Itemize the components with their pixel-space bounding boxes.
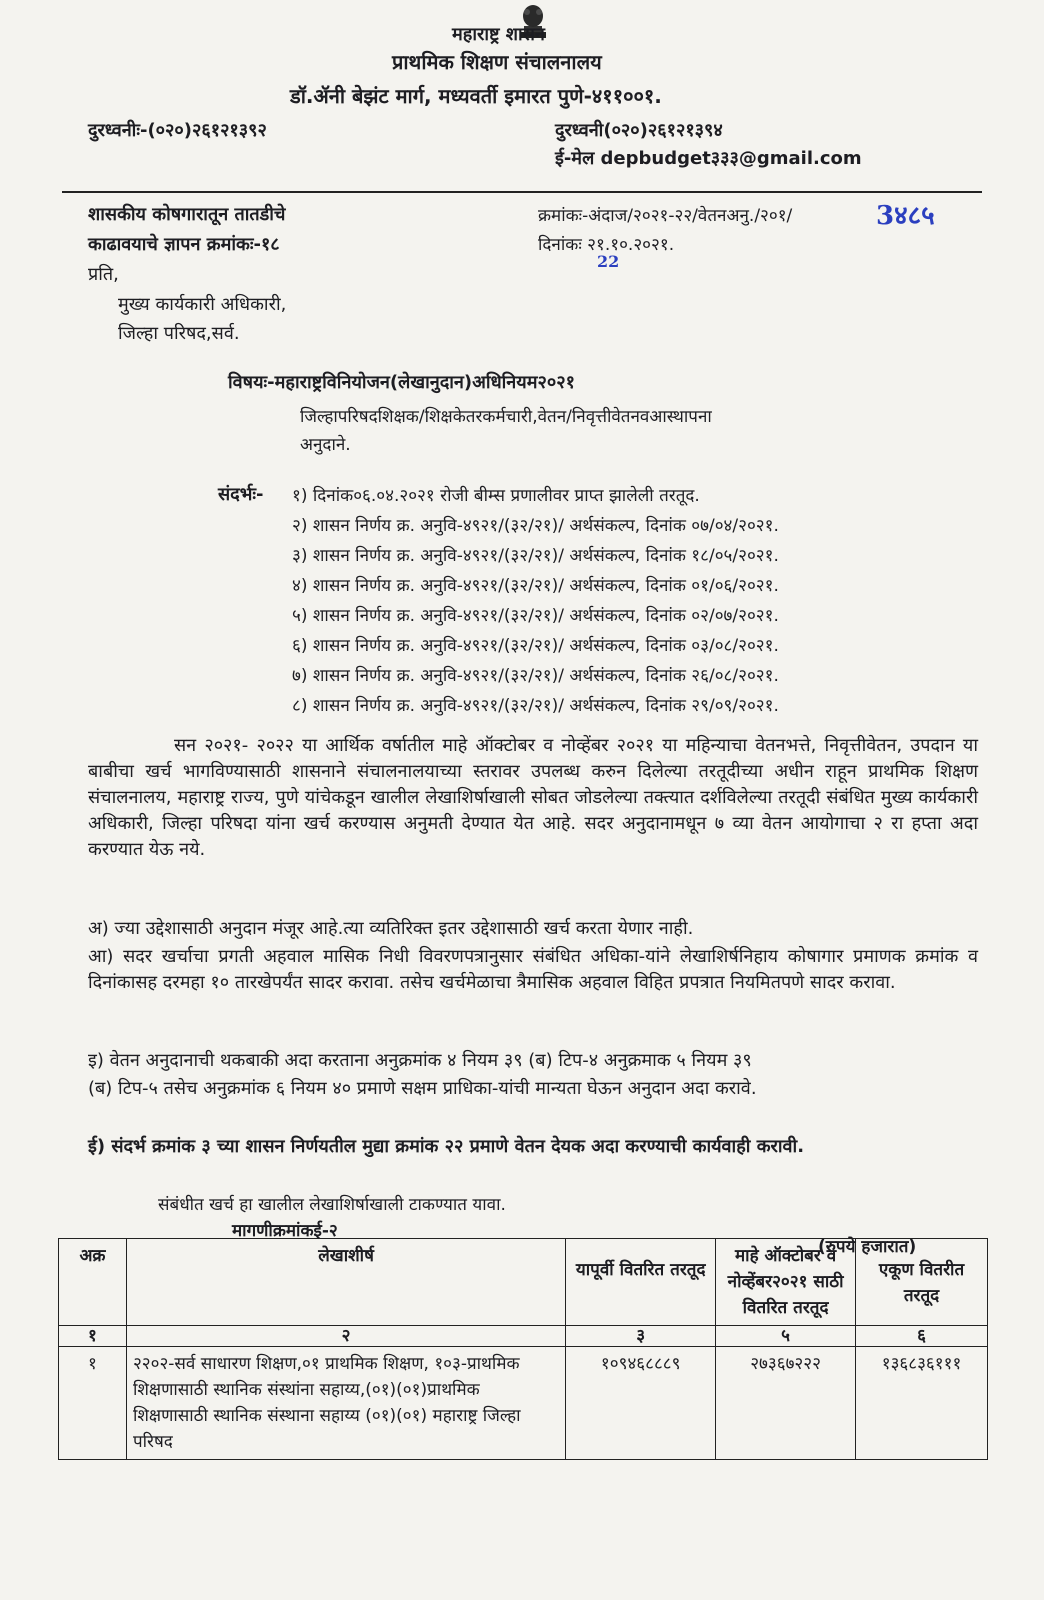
condition-i: इ) वेतन अनुदानाची थकबाकी अदा करताना अनुक्रमांक ४ नियम ३९ (ब) टिप-४ अनुक्रमाक ५ नियम ३९ bbox=[88, 1050, 752, 1071]
phone-right: दुरध्वनी(०२०)२६१२१३९४ bbox=[555, 120, 723, 141]
memo-line1: शासकीय कोषगारातून तातडीचे bbox=[88, 204, 286, 225]
recipient-prati: प्रति, bbox=[88, 264, 119, 285]
table-header-row bbox=[59, 1239, 988, 1326]
condition-aa: आ) सदर खर्चाचा प्रगती अहवाल मासिक निधी विवरणपत्रानुसार संबंधित अधिका-यांने लेखाशिर्षनिहाय कोषागार प्रमाणक क्रमांक व दिनांकासह दरमहा १० तारखेपर्यंत सादर करावा. तसेच खर्चमेळाचा त्रैमासिक अहवाल विहित प्रपत्रात नियमितपणे सादर करावा. bbox=[88, 946, 978, 993]
row-total: १३६८३६१११ bbox=[856, 1347, 988, 1460]
references-label: संदर्भः- bbox=[218, 484, 264, 505]
reference-item: ७) शासन निर्णय क्र. अनुवि-४९२१/(३२/२१)/ अर्थसंकल्प, दिनांक २६/०८/२०२१. bbox=[292, 666, 779, 686]
email-link[interactable]: ई-मेल depbudget३३३@gmail.com bbox=[555, 148, 862, 169]
colnum: ५ bbox=[716, 1326, 856, 1347]
header-total: एकूण वितरीत तरतूद bbox=[856, 1239, 988, 1326]
letter-date: दिनांकः २१.१०.२०२१. bbox=[538, 235, 675, 255]
colnum: ३ bbox=[566, 1326, 716, 1347]
colnum: १ bbox=[59, 1326, 127, 1347]
header-divider bbox=[62, 191, 982, 193]
condition-ii: ई) संदर्भ क्रमांक ३ च्या शासन निर्णयतील मुद्या क्रमांक २२ प्रमाणे वेतन देयक अदा करण्याची कार्यवाही करावी. bbox=[88, 1136, 805, 1157]
reference-handwritten: 3४८५ bbox=[876, 201, 935, 231]
subject-line2: जिल्हापरिषदशिक्षक/शिक्षकेतरकर्मचारी,वेतन/निवृत्तीवेतनवआस्थापना bbox=[300, 407, 712, 427]
header-current: माहे ऑक्टोबर व नोव्हेंबर२०२१ साठी वितरित तरतूद bbox=[716, 1239, 856, 1326]
gov-title: महाराष्ट्र शासन bbox=[452, 24, 545, 45]
recipient-line2: जिल्हा परिषद,सर्व. bbox=[118, 323, 240, 344]
body-paragraph: सन २०२१- २०२२ या आर्थिक वर्षातील माहे ऑक्टोबर व नोव्हेंबर २०२१ या महिन्याचा वेतनभत्ते, निवृत्तीवेतन, उपदान या बाबीचा खर्च भागविण्यासाठी शासनाने संचालनालयाच्या स्तरावर उपलब्ध करुन दिलेल्या तरतूदीच्या अधीन राहून प्राथमिक शिक्षण संचालनालय, महाराष्ट्र राज्य, पुणे यांचेकडून खालील लेखाशिर्षाखाली सोबत जोडलेल्या तक्त्यात दर्शविलेल्या तरतूदी संबंधित मुख्य कार्यकारी अधिकारी, जिल्हा परिषदा यांना खर्च करण्यास अनुमती देण्यात येत आहे. सदर अनुदानामधून ७ व्या वेतन आयोगाचा २ रा हप्ता अदा करण्यात येऊ नये. bbox=[88, 735, 978, 860]
office-address: डॉ.ॲनी बेझंट मार्ग, मध्यवर्ती इमारत पुणे-४११००१. bbox=[290, 84, 662, 108]
reference-item: ८) शासन निर्णय क्र. अनुवि-४९२१/(३२/२१)/ अर्थसंकल्प, दिनांक २९/०९/२०२१. bbox=[292, 696, 779, 716]
table-row bbox=[59, 1347, 988, 1460]
subject-line3: अनुदाने. bbox=[300, 435, 351, 455]
header-sr: अक्र bbox=[59, 1239, 127, 1326]
header-previous: यापूर्वी वितरित तरतूद bbox=[566, 1239, 716, 1326]
demand-number: मागणीक्रमांकई-२ bbox=[232, 1221, 338, 1241]
closing-line: संबंधीत खर्च हा खालील लेखाशिर्षाखाली टाकण्यात यावा. bbox=[158, 1195, 506, 1215]
reference-item: ४) शासन निर्णय क्र. अनुवि-४९२१/(३२/२१)/ अर्थसंकल्प, दिनांक ०१/०६/२०२१. bbox=[292, 576, 779, 596]
reference-item: ५) शासन निर्णय क्र. अनुवि-४९२१/(३२/२१)/ अर्थसंकल्प, दिनांक ०२/०७/२०२१. bbox=[292, 606, 779, 626]
reference-number: क्रमांकः-अंदाज/२०२१-२२/वेतनअनु./२०१/ bbox=[538, 206, 793, 226]
row-account-head: २२०२-सर्व साधारण शिक्षण,०१ प्राथमिक शिक्षण, १०३-प्राथमिक शिक्षणासाठी स्थानिक संस्थांना सहाय्य,(०१)(०१)प्राथमिक शिक्षणासाठी स्थानिक संस्थाना सहाय्य (०१)(०१) महाराष्ट्र जिल्हा परिषद bbox=[126, 1347, 565, 1460]
row-sr: १ bbox=[59, 1347, 127, 1460]
reference-item: ६) शासन निर्णय क्र. अनुवि-४९२१/(३२/२१)/ अर्थसंकल्प, दिनांक ०३/०८/२०२१. bbox=[292, 636, 779, 656]
reference-item: ३) शासन निर्णय क्र. अनुवि-४९२१/(३२/२१)/ अर्थसंकल्प, दिनांक १८/०५/२०२१. bbox=[292, 546, 779, 566]
phone-left: दुरध्वनीः-(०२०)२६१२१३९२ bbox=[88, 120, 267, 141]
reference-item: २) शासन निर्णय क्र. अनुवि-४९२१/(३२/२१)/ अर्थसंकल्प, दिनांक ०७/०४/२०२१. bbox=[292, 516, 779, 536]
budget-table bbox=[58, 1238, 988, 1460]
colnum: ६ bbox=[856, 1326, 988, 1347]
subject-line1: विषयः-महाराष्ट्रविनियोजन(लेखानुदान)अधिनियम२०२१ bbox=[228, 372, 575, 393]
currency-unit: (रुपये हजारात) bbox=[818, 1237, 917, 1257]
table-colnum-row bbox=[59, 1326, 988, 1347]
row-previous: १०९४६८८८९ bbox=[566, 1347, 716, 1460]
recipient-line1: मुख्य कार्यकारी अधिकारी, bbox=[118, 294, 287, 315]
row-current: २७३६७२२२ bbox=[716, 1347, 856, 1460]
date-handwritten: 22 bbox=[597, 252, 620, 271]
office-title: प्राथमिक शिक्षण संचालनालय bbox=[392, 50, 602, 74]
colnum: २ bbox=[126, 1326, 565, 1347]
header-account-head: लेखाशीर्ष bbox=[126, 1239, 565, 1326]
memo-line2: काढावयाचे ज्ञापन क्रमांकः-१८ bbox=[88, 234, 280, 255]
condition-a: अ) ज्या उद्देशासाठी अनुदान मंजूर आहे.त्या व्यतिरिक्त इतर उद्देशासाठी खर्च करता येणार नाही. bbox=[88, 918, 694, 939]
reference-item: १) दिनांक०६.०४.२०२१ रोजी बीम्स प्रणालीवर प्राप्त झालेली तरतूद. bbox=[292, 486, 700, 506]
condition-b: (ब) टिप-५ तसेच अनुक्रमांक ६ नियम ४० प्रमाणे सक्षम प्राधिका-यांची मान्यता घेऊन अनुदान अदा करावे. bbox=[88, 1078, 757, 1099]
